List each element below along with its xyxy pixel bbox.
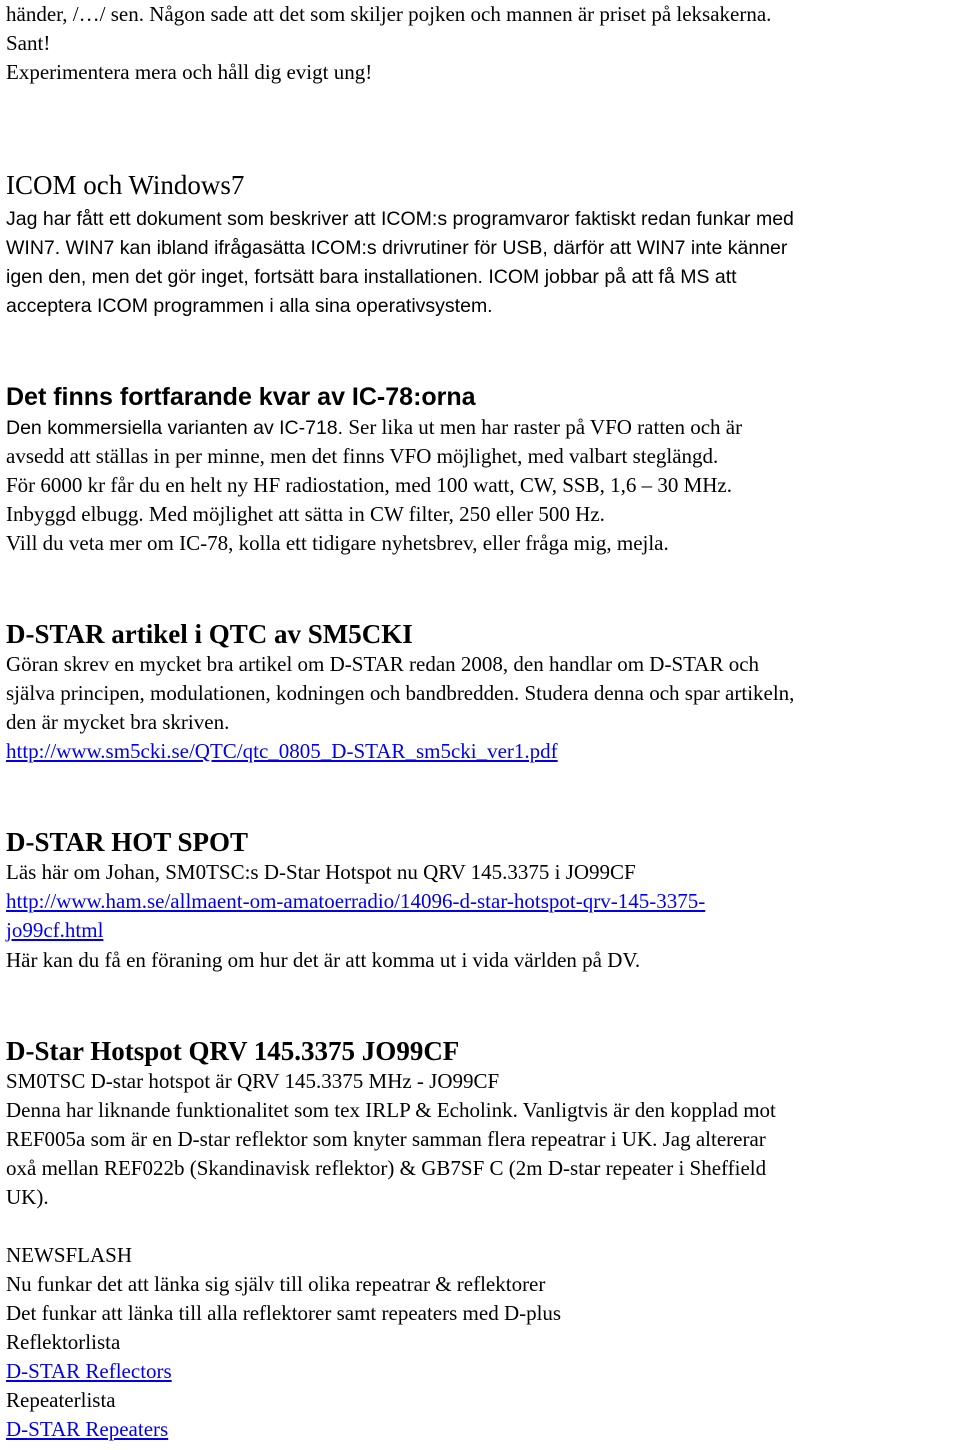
qtc-line-2: själva principen, modulationen, kodningen och bandbredden. Studera denna och spar artikeln,: [6, 681, 795, 705]
qrv-line-5: UK).: [6, 1185, 49, 1209]
dstar-repeaters-link[interactable]: D-STAR Repeaters: [6, 1417, 169, 1441]
hotspot-link-line-2[interactable]: jo99cf.html: [6, 918, 104, 942]
qrv-line-1: SM0TSC D-star hotspot är QRV 145.3375 MHz - JO99CF: [6, 1069, 500, 1093]
icom-line-3: igen den, men det gör inget, fortsätt bara installationen. ICOM jobbar på att få MS att: [6, 266, 737, 288]
ic78-line-1-serif: Ser lika ut men har raster på VFO ratten och är: [343, 415, 743, 439]
intro-line-2: Sant!: [6, 31, 51, 55]
dstar-reflectors-link[interactable]: D-STAR Reflectors: [6, 1359, 172, 1383]
hotspot-heading: D-STAR HOT SPOT: [6, 827, 249, 857]
qtc-pdf-link[interactable]: http://www.sm5cki.se/QTC/qtc_0805_D-STAR_sm5cki_ver1.pdf: [6, 739, 558, 763]
qtc-line-1: Göran skrev en mycket bra artikel om D-STAR redan 2008, den handlar om D-STAR och: [6, 652, 760, 676]
ic78-line-2: avsedd att ställas in per minne, men det finns VFO möjlighet, med valbart steglängd.: [6, 444, 719, 468]
newsflash-heading: NEWSFLASH: [6, 1243, 133, 1267]
reflector-list-label: Reflektorlista: [6, 1330, 121, 1354]
intro-line-3: Experimentera mera och håll dig evigt ung!: [6, 60, 373, 84]
qrv-line-3: REF005a som är en D-star reflektor som knyter samman flera repeatrar i UK. Jag altererar: [6, 1127, 766, 1151]
intro-line-1: händer, /…/ sen. Någon sade att det som skiljer pojken och mannen är priset på leksakerna.: [6, 2, 772, 26]
ic78-line-3: För 6000 kr får du en helt ny HF radiostation, med 100 watt, CW, SSB, 1,6 – 30 MHz.: [6, 473, 733, 497]
ic78-line-4: Inbyggd elbugg. Med möjlighet att sätta in CW filter, 250 eller 500 Hz.: [6, 502, 605, 526]
ic78-line-5: Vill du veta mer om IC-78, kolla ett tidigare nyhetsbrev, eller fråga mig, mejla.: [6, 531, 669, 555]
ic78-line-1: [6, 413, 742, 443]
icom-line-4: acceptera ICOM programmen i alla sina operativsystem.: [6, 295, 493, 317]
qrv-line-2: Denna har liknande funktionalitet som tex IRLP & Echolink. Vanligtvis är den kopplad mot: [6, 1098, 776, 1122]
icom-line-1: Jag har fått ett dokument som beskriver att ICOM:s programvaror faktiskt redan funkar med: [6, 208, 794, 230]
hotspot-line-2: Här kan du få en föraning om hur det är att komma ut i vida världen på DV.: [6, 948, 641, 972]
qtc-line-3: den är mycket bra skriven.: [6, 710, 230, 734]
newsflash-line-1: Nu funkar det att länka sig själv till olika repeatrar & reflektorer: [6, 1272, 546, 1296]
hotspot-line-1: Läs här om Johan, SM0TSC:s D-Star Hotspot nu QRV 145.3375 i JO99CF: [6, 860, 636, 884]
hotspot-link-line-1[interactable]: http://www.ham.se/allmaent-om-amatoerradio/14096-d-star-hotspot-qrv-145-3375-: [6, 889, 706, 913]
icom-line-2: WIN7. WIN7 kan ibland ifrågasätta ICOM:s drivrutiner för USB, därför att WIN7 inte känner: [6, 237, 788, 259]
repeater-list-label: Repeaterlista: [6, 1388, 116, 1412]
qrv-heading: D-Star Hotspot QRV 145.3375 JO99CF: [6, 1036, 460, 1066]
qtc-heading: D-STAR artikel i QTC av SM5CKI: [6, 619, 413, 649]
icom-heading: ICOM och Windows7: [6, 170, 245, 200]
ic78-heading: Det finns fortfarande kvar av IC-78:orna: [6, 383, 476, 411]
qrv-line-4: oxå mellan REF022b (Skandinavisk reflektor) & GB7SF C (2m D-star repeater i Sheffield: [6, 1156, 767, 1180]
ic78-line-1-sans: Den kommersiella varianten av IC-718.: [6, 417, 344, 439]
newsflash-line-2: Det funkar att länka till alla reflektorer samt repeaters med D-plus: [6, 1301, 562, 1325]
